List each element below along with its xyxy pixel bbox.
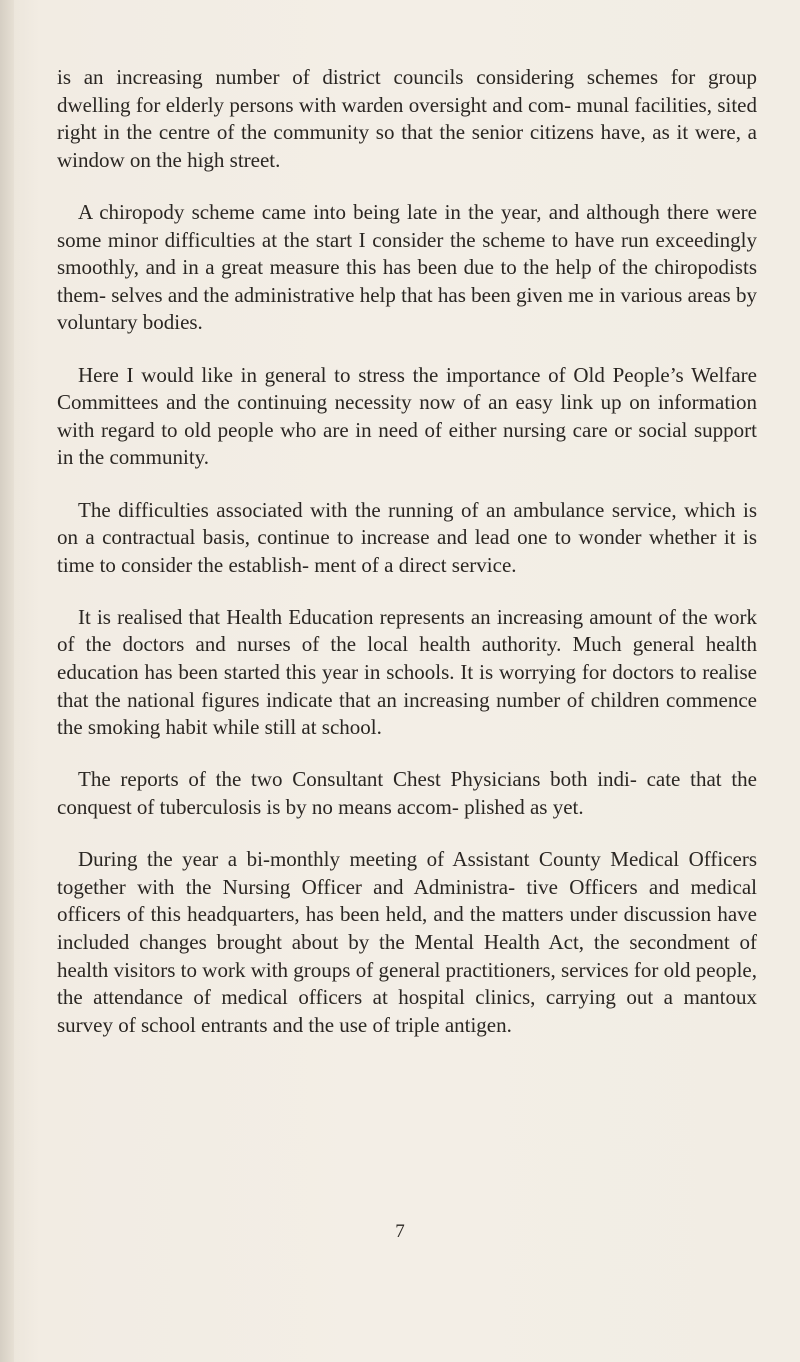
page-edge-shadow <box>0 0 14 1362</box>
paragraph: During the year a bi-monthly meeting of Assistant County Medical Officers together with the Nursing Officer and Administra- tive Officers and medical officers of this headquarters, has been held, and the matters under discussion have included changes brought about by the Mental Health Act, the secondment of health visitors to work with groups of general practitioners, services for old people, the attendance of medical officers at hospital clinics, carrying out a mantoux survey of school entrants and the use of triple antigen. <box>57 847 757 1037</box>
paragraph: Here I would like in general to stress the importance of Old People’s Welfare Committees and the continuing necessity now of an easy link up on information with regard to old people who are in need of either nursing care or social support in the community. <box>57 362 757 470</box>
paragraph: It is realised that Health Education represents an increasing amount of the work of the doctors and nurses of the local health authority. Much general health education has been started this year in schools. It is worrying for doctors to realise that the national figures indicate that an increasing number of children commence the smoking habit while still at school. <box>57 604 757 740</box>
body-text <box>57 64 757 1064</box>
paragraph: A chiropody scheme came into being late in the year, and although there were some minor difficulties at the start I consider the scheme to have run exceedingly smoothly, and in a great measure this has been due to the help of the chiropodists them- selves and the administrative help that has been given me in various areas by voluntary bodies. <box>57 199 757 335</box>
paragraph: The reports of the two Consultant Chest Physicians both indi- cate that the conquest of tuberculosis is by no means accom- plished as yet. <box>57 767 757 820</box>
paragraph: The difficulties associated with the running of an ambulance service, which is on a contractual basis, continue to increase and lead one to wonder whether it is time to consider the establish- ment of a direct service. <box>57 497 757 577</box>
page-number: 7 <box>395 1221 405 1242</box>
paragraph: is an increasing number of district councils considering schemes for group dwelling for elderly persons with warden oversight and com- munal facilities, sited right in the centre of the community so that the senior citizens have, as it were, a window on the high street. <box>57 65 757 172</box>
